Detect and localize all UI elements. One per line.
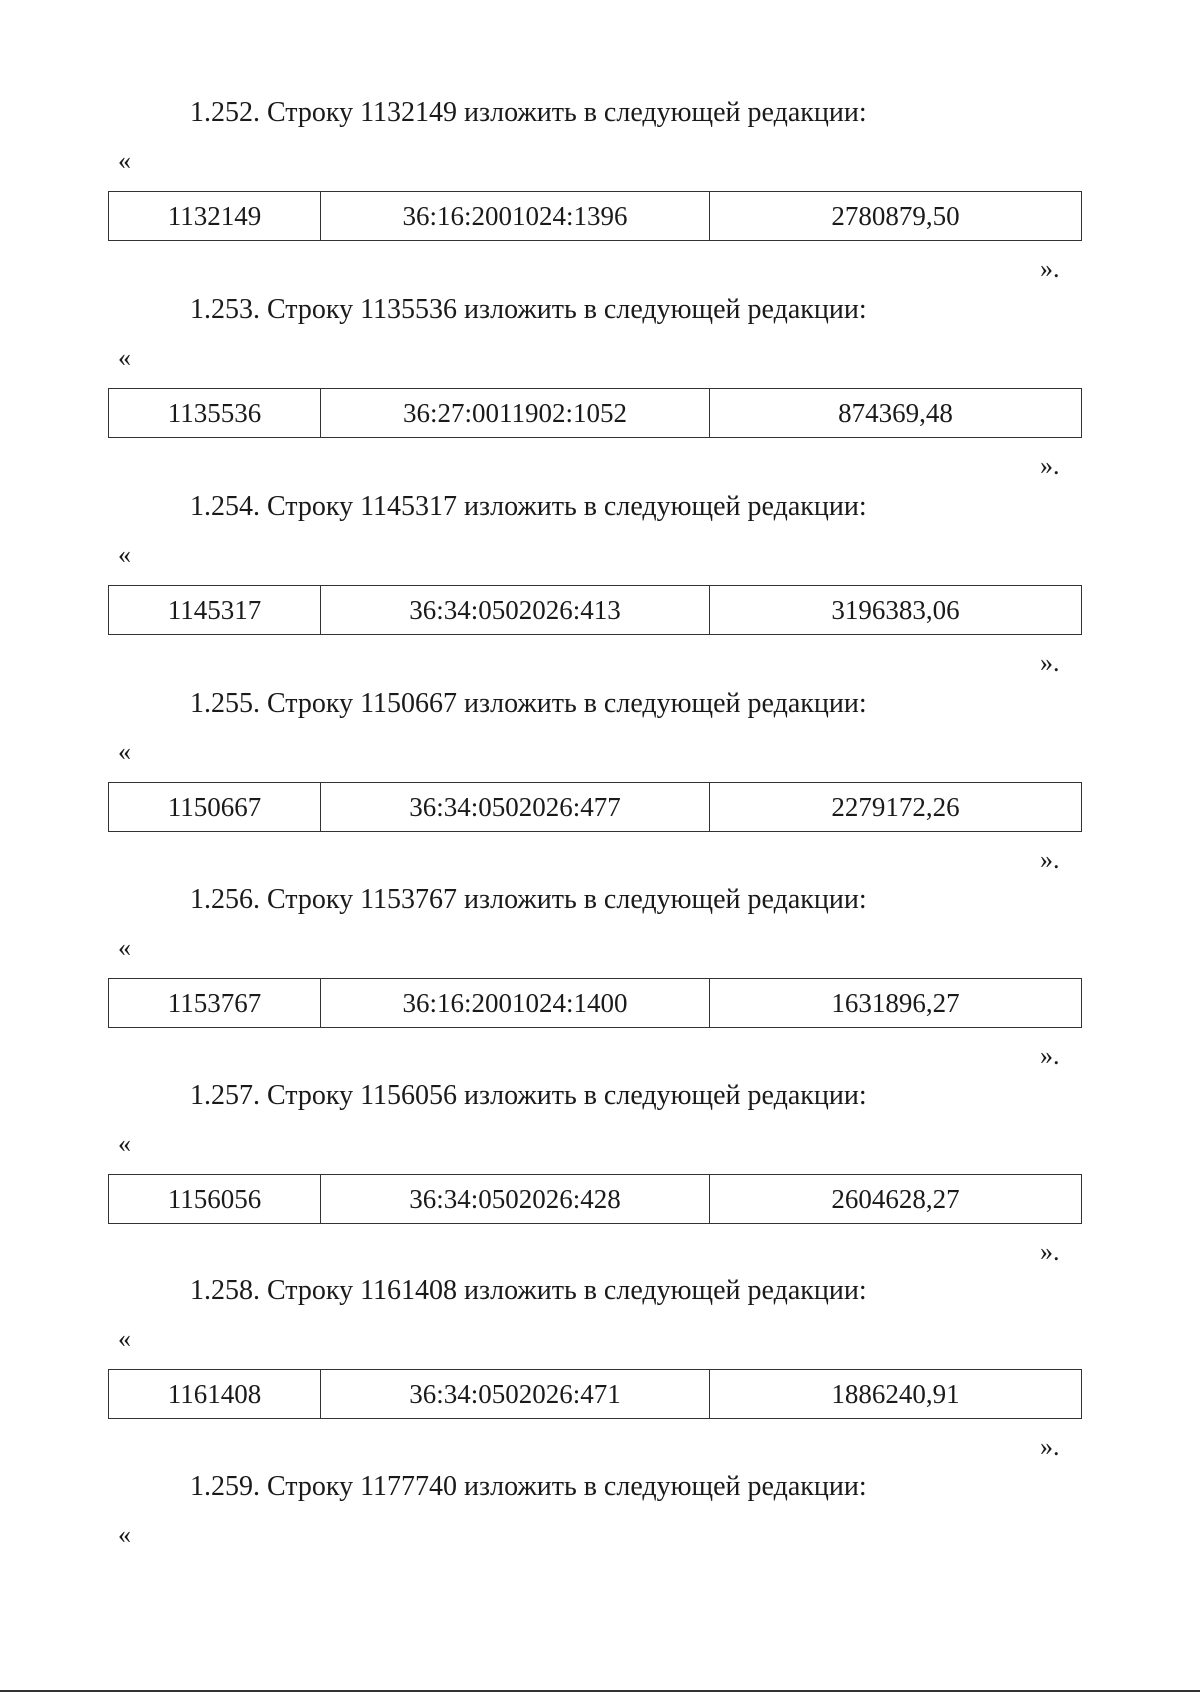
cadastral-number-cell: 36:34:0502026:477 <box>321 783 710 832</box>
amendment-heading: 1.259. Строку 1177740 изложить в следующей редакции: <box>190 1471 867 1502</box>
table-row <box>109 192 1082 241</box>
table-row <box>109 586 1082 635</box>
table-row <box>109 979 1082 1028</box>
open-quote: « <box>118 540 131 569</box>
amendment-heading: 1.252. Строку 1132149 изложить в следующей редакции: <box>190 97 867 128</box>
close-quote: ». <box>1040 648 1060 677</box>
cadastral-number-cell: 36:27:0011902:1052 <box>321 389 710 438</box>
table-row <box>109 783 1082 832</box>
amendment-row-table <box>108 585 1082 635</box>
page-bottom-rule <box>0 1690 1200 1692</box>
close-quote: ». <box>1040 254 1060 283</box>
amendment-heading: 1.256. Строку 1153767 изложить в следующей редакции: <box>190 884 867 915</box>
row-number-cell: 1135536 <box>109 389 321 438</box>
value-cell: 3196383,06 <box>710 586 1082 635</box>
amendment-row-table <box>108 1369 1082 1419</box>
row-number-cell: 1150667 <box>109 783 321 832</box>
row-number-cell: 1132149 <box>109 192 321 241</box>
open-quote: « <box>118 1129 131 1158</box>
amendment-row-table <box>108 782 1082 832</box>
value-cell: 1631896,27 <box>710 979 1082 1028</box>
amendment-row-table <box>108 1174 1082 1224</box>
cadastral-number-cell: 36:16:2001024:1400 <box>321 979 710 1028</box>
amendment-row-table <box>108 388 1082 438</box>
amendment-heading: 1.258. Строку 1161408 изложить в следующей редакции: <box>190 1275 867 1306</box>
value-cell: 874369,48 <box>710 389 1082 438</box>
cadastral-number-cell: 36:34:0502026:471 <box>321 1370 710 1419</box>
cadastral-number-cell: 36:34:0502026:413 <box>321 586 710 635</box>
table-row <box>109 1175 1082 1224</box>
close-quote: ». <box>1040 1041 1060 1070</box>
open-quote: « <box>118 343 131 372</box>
amendment-heading: 1.254. Строку 1145317 изложить в следующей редакции: <box>190 491 867 522</box>
row-number-cell: 1153767 <box>109 979 321 1028</box>
value-cell: 1886240,91 <box>710 1370 1082 1419</box>
open-quote: « <box>118 146 131 175</box>
cadastral-number-cell: 36:34:0502026:428 <box>321 1175 710 1224</box>
open-quote: « <box>118 933 131 962</box>
row-number-cell: 1161408 <box>109 1370 321 1419</box>
open-quote: « <box>118 1324 131 1353</box>
close-quote: ». <box>1040 1237 1060 1266</box>
close-quote: ». <box>1040 451 1060 480</box>
value-cell: 2604628,27 <box>710 1175 1082 1224</box>
row-number-cell: 1145317 <box>109 586 321 635</box>
value-cell: 2780879,50 <box>710 192 1082 241</box>
open-quote: « <box>118 737 131 766</box>
table-row <box>109 389 1082 438</box>
amendment-row-table <box>108 978 1082 1028</box>
table-row <box>109 1370 1082 1419</box>
close-quote: ». <box>1040 845 1060 874</box>
value-cell: 2279172,26 <box>710 783 1082 832</box>
open-quote: « <box>118 1520 131 1549</box>
amendment-heading: 1.255. Строку 1150667 изложить в следующей редакции: <box>190 688 867 719</box>
row-number-cell: 1156056 <box>109 1175 321 1224</box>
amendment-heading: 1.257. Строку 1156056 изложить в следующей редакции: <box>190 1080 867 1111</box>
amendment-heading: 1.253. Строку 1135536 изложить в следующей редакции: <box>190 294 867 325</box>
close-quote: ». <box>1040 1432 1060 1461</box>
cadastral-number-cell: 36:16:2001024:1396 <box>321 192 710 241</box>
amendment-row-table <box>108 191 1082 241</box>
